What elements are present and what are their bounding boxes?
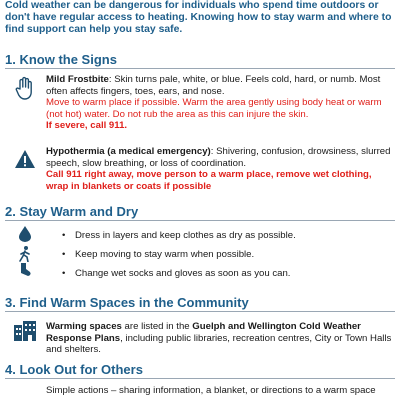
section-divider xyxy=(5,220,395,221)
section-heading-know-signs: 1. Know the Signs xyxy=(5,52,117,67)
building-icon xyxy=(13,321,37,341)
intro-text: Cold weather can be dangerous for individuals who spend time outdoors or don't have regular access to heating. Knowing how to stay warm and where to find support can help you stay safe. xyxy=(5,0,392,35)
sock-icon xyxy=(18,260,32,277)
hypothermia-term: Hypothermia (a medical emergency) xyxy=(46,146,211,157)
frostbite-description: Mild Frostbite: Skin turns pale, white, or blue. Feels cold, hard, or numb. Most often affects fingers, toes, ears, and nose. xyxy=(46,74,381,97)
hypothermia-description: Hypothermia (a medical emergency): Shivering, confusion, drowsiness, slurred speech, slow breathing, or loss of coordination. xyxy=(46,146,391,169)
section-heading-look-out: 4. Look Out for Others xyxy=(5,362,143,377)
hand-icon xyxy=(15,76,35,100)
frostbite-term: Mild Frostbite xyxy=(46,74,109,85)
section-divider xyxy=(5,68,395,69)
section-divider xyxy=(5,378,395,379)
look-out-text: Simple actions – sharing information, a blanket, or directions to a warm space xyxy=(46,385,376,396)
stay-warm-list xyxy=(62,230,296,287)
cold-weather-plans: Guelph and Wellington Cold Weather Response Plans xyxy=(46,321,361,344)
list-item: • Keep moving to stay warm when possible. xyxy=(62,249,296,268)
water-drop-icon xyxy=(19,226,31,242)
warning-icon xyxy=(14,149,36,169)
list-item: • Change wet socks and gloves as soon as you can. xyxy=(62,268,296,287)
frostbite-block xyxy=(46,74,396,132)
hypothermia-block xyxy=(46,146,396,192)
warming-spaces-term: Warming spaces xyxy=(46,321,122,332)
section-heading-stay-warm: 2. Stay Warm and Dry xyxy=(5,204,139,219)
list-item: • Dress in layers and keep clothes as dry as possible. xyxy=(62,230,296,249)
section-divider xyxy=(5,311,395,312)
section-heading-warm-spaces: 3. Find Warm Spaces in the Community xyxy=(5,295,249,310)
hypothermia-advice: Call 911 right away, move person to a warm place, remove wet clothing, wrap in blankets or coats if possible xyxy=(46,169,372,192)
frostbite-advice: Move to warm place if possible. Warm the area gently using body heat or warm (not hot) water. Do not rub the area as this can injure the skin. xyxy=(46,97,382,120)
warming-spaces-text: Warming spaces are listed in the Guelph and Wellington Cold Weather Response Plans, including public libraries, recreation centres, City or Town Halls and shelters. xyxy=(46,321,392,355)
frostbite-severe: If severe, call 911. xyxy=(46,120,128,131)
